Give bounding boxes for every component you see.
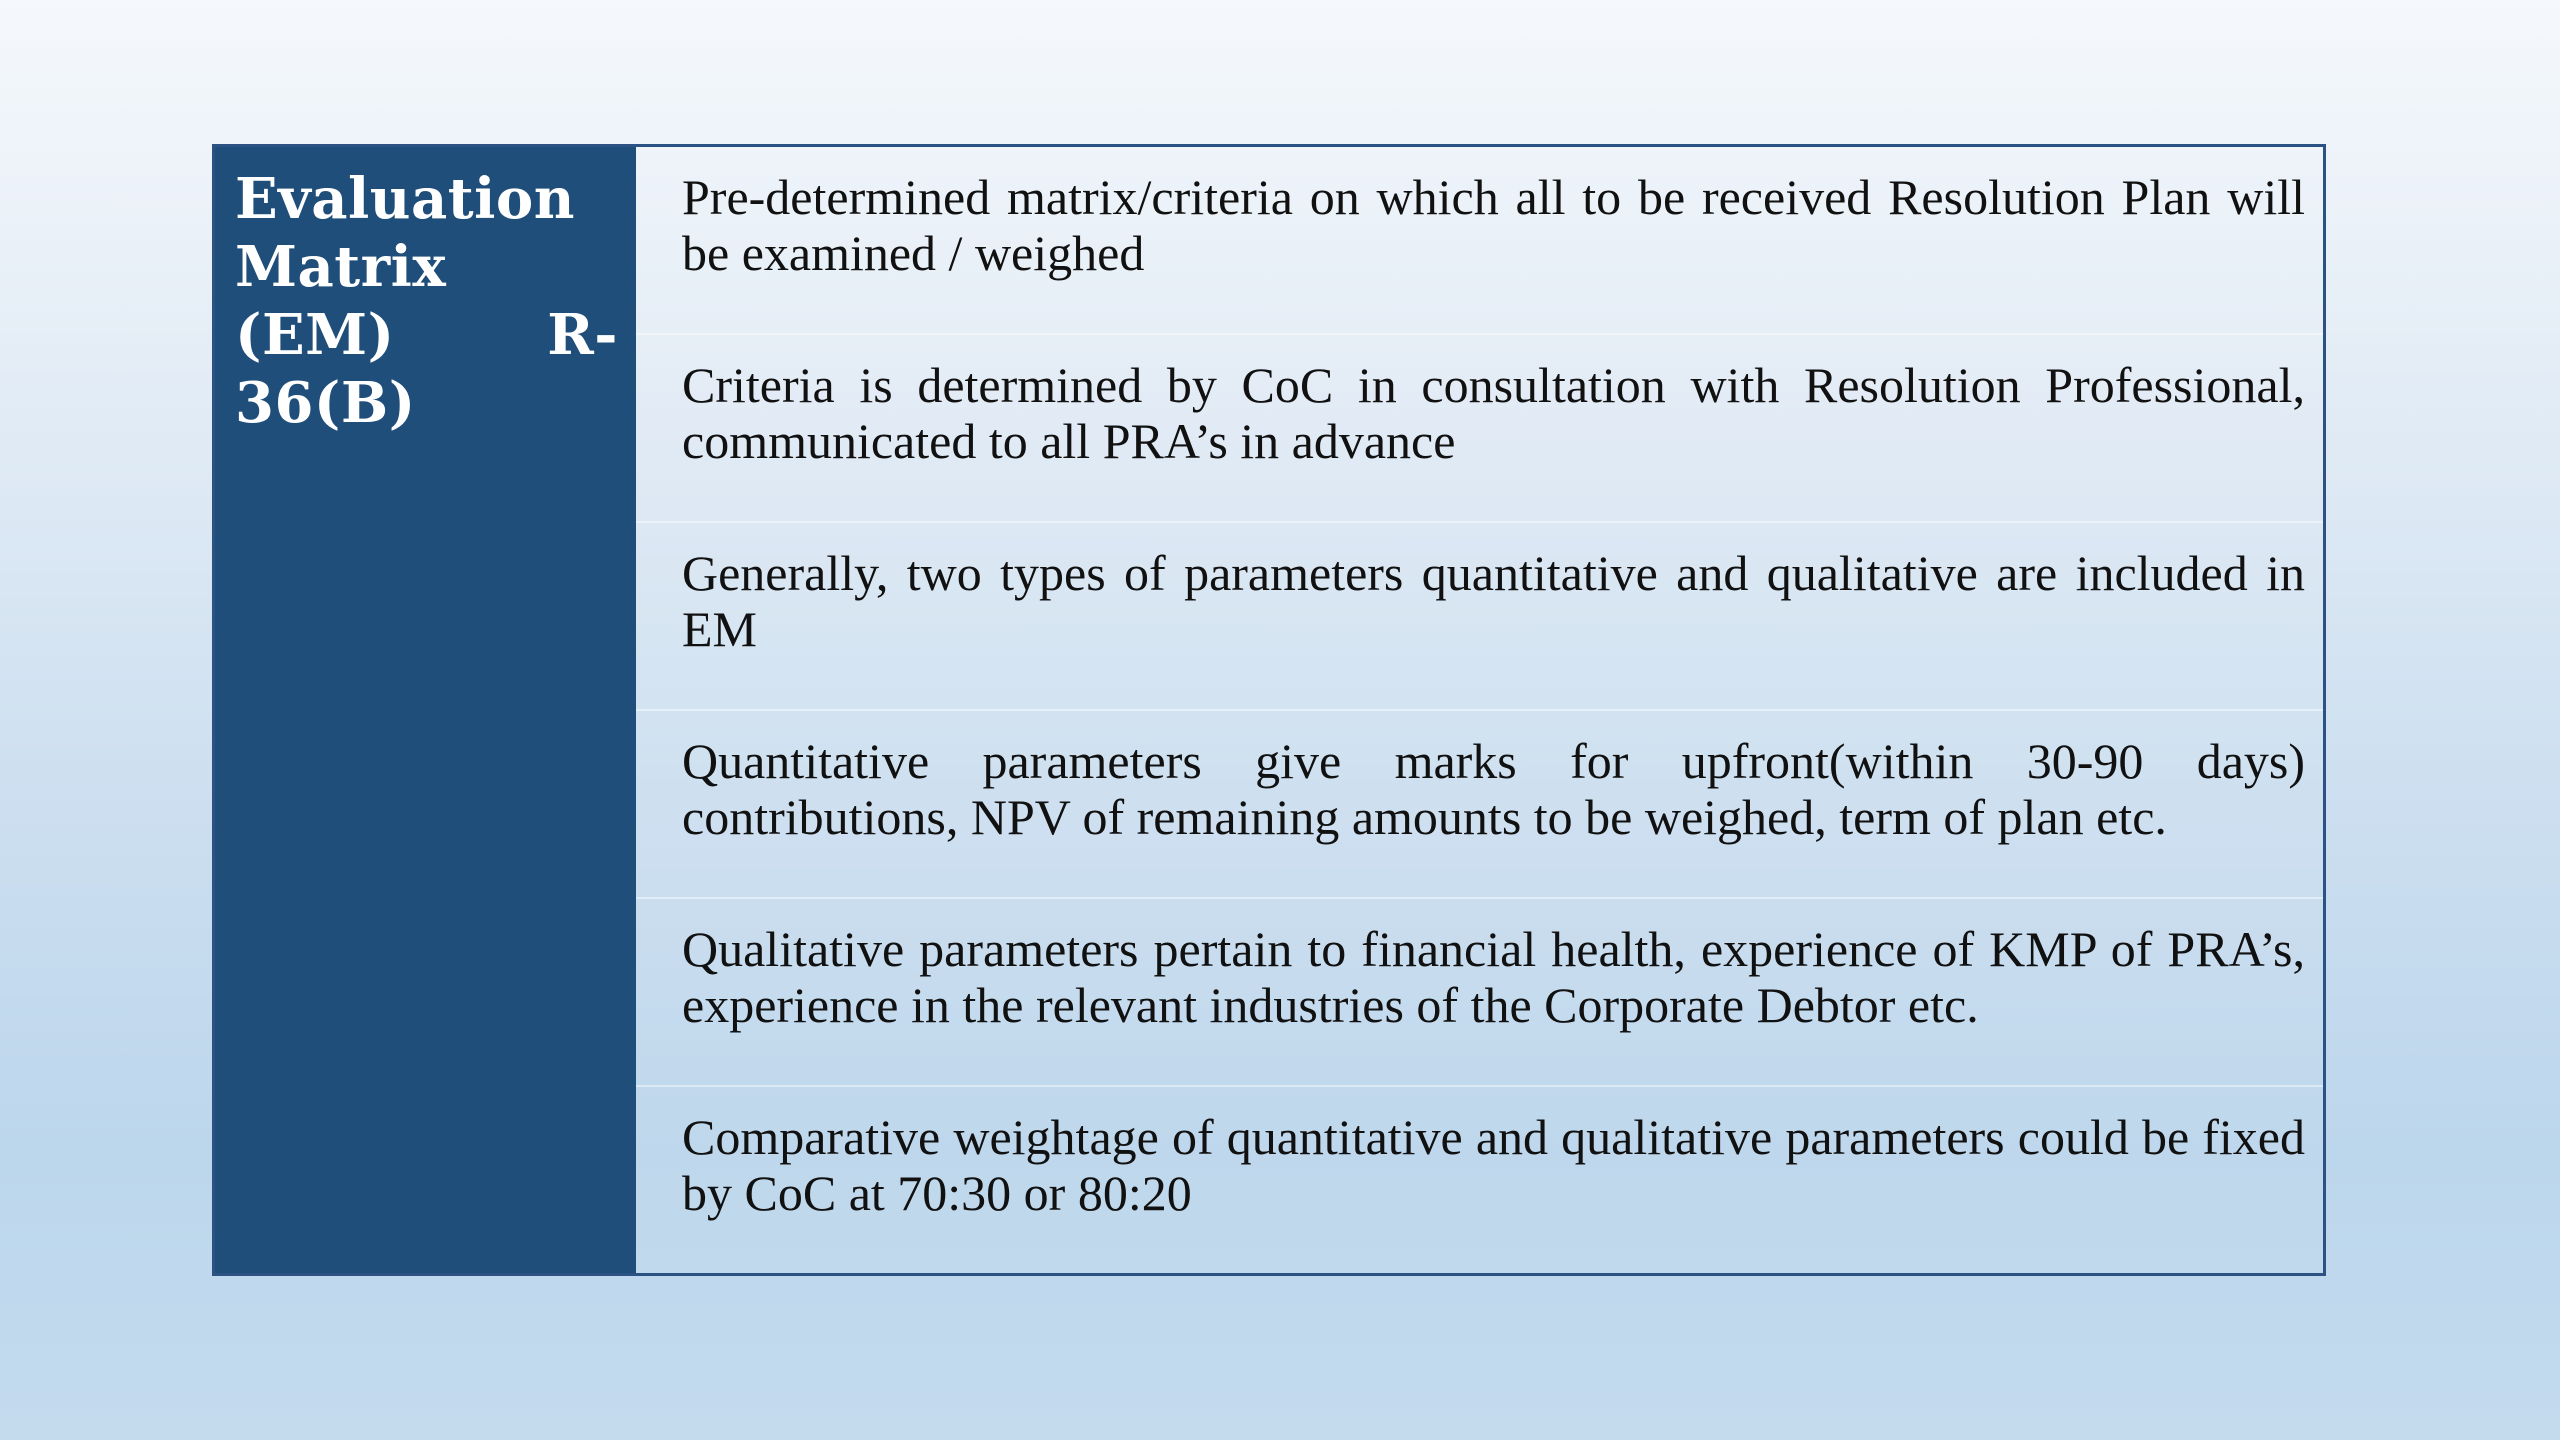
criteria-text: Comparative weightage of quantitative and qualitative parameters could be fixed by CoC at 70:30 or 80:20 (682, 1109, 2305, 1221)
criteria-text: Generally, two types of parameters quantitative and qualitative are included in EM (682, 545, 2305, 657)
criteria-row (636, 899, 2323, 1087)
criteria-list (636, 147, 2323, 1273)
criteria-text: Quantitative parameters give marks for upfront(within 30-90 days) contributions, NPV of remaining amounts to be weighed, term of plan etc. (682, 733, 2305, 845)
slide-heading: Evaluation Matrix (EM) R-36(B) (235, 166, 618, 436)
heading-panel (215, 147, 636, 1273)
criteria-text: Pre-determined matrix/criteria on which all to be received Resolution Plan will be examined / weighed (682, 169, 2305, 281)
criteria-text: Qualitative parameters pertain to financial health, experience of KMP of PRA’s, experience in the relevant industries of the Corporate Debtor etc. (682, 921, 2305, 1033)
criteria-row (636, 335, 2323, 523)
criteria-row (636, 1087, 2323, 1273)
evaluation-matrix-table (212, 144, 2326, 1276)
criteria-row (636, 147, 2323, 335)
criteria-row (636, 523, 2323, 711)
criteria-row (636, 711, 2323, 899)
criteria-text: Criteria is determined by CoC in consultation with Resolution Professional, communicated to all PRA’s in advance (682, 357, 2305, 469)
